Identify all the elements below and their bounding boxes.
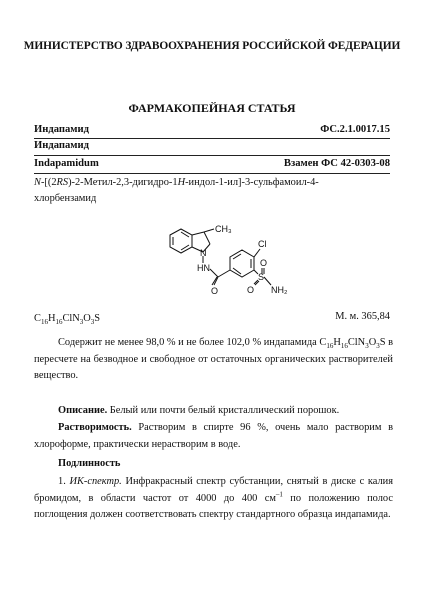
ir-paragraph: 1. ИК-спектр. Инфракрасный спектр субстанции, снятый в диске с калия бромидом, в области частот от 4000 до 400 $см^{-1}$ по положению полос поглощения должен соответствовать спектру стандартного образца индапамида. (34, 476, 393, 520)
content-paragraph: Содержит не менее 98,0 % и не более 102,0 % индапамида $C_{16}H_{16}ClN_3O_3S$ в пересчете на безводное и свободное от остаточных органических растворителей вещество. (34, 337, 393, 381)
header-divider (34, 155, 390, 156)
header-divider (34, 173, 390, 174)
ir-label: ИК-спектр. (69, 476, 122, 487)
description-label: Описание. (58, 405, 108, 416)
structural-formula (150, 214, 310, 304)
name-ru-1: Индапамид (34, 124, 89, 135)
label-s: S (258, 272, 265, 282)
name-ru-2: Индапамид (34, 140, 89, 151)
solubility-paragraph: Растворимость. Растворим в спирте 96 %, очень мало растворим в хлороформе, практически нерастворим в воде. (34, 422, 393, 450)
header-row-2 (34, 140, 390, 151)
label-nh2: NH₂ (271, 285, 288, 295)
identity-heading: Подлинность (58, 458, 121, 469)
molar-mass: М. м. 365,84 (335, 311, 390, 322)
fs-number: ФС.2.1.0017.15 (320, 124, 390, 135)
name-latin: Indapamidum (34, 158, 99, 169)
ministry-heading: МИНИСТЕРСТВО ЗДРАВООХРАНЕНИЯ РОССИЙСКОЙ ФЕДЕРАЦИИ (23, 40, 401, 52)
replaces-fs: Взамен ФС 42-0303-08 (283, 158, 390, 169)
header-divider (34, 138, 390, 139)
label-nh: HN (197, 263, 210, 273)
molecular-formula: $C_{16}H_{16}ClN_3O_3S$ (34, 313, 101, 327)
solubility-label: Растворимость. (58, 422, 132, 433)
header-row-1 (34, 124, 390, 135)
header-row-3 (34, 158, 390, 169)
label-o: O (211, 286, 219, 296)
label-o-top: O (260, 258, 268, 268)
chemical-name: N-[(2RS)-2-Метил-2,3-дигидро-1H-индол-1-ил]-3-сульфамоил-4- хлорбензамид (34, 177, 319, 204)
label-cl: Cl (258, 239, 267, 249)
label-methyl: CH₃ (215, 224, 232, 234)
label-o-left: O (247, 285, 255, 295)
article-title: ФАРМАКОПЕЙНАЯ СТАТЬЯ (128, 101, 296, 115)
description-paragraph: Описание. Белый или почти белый кристаллический порошок. (58, 405, 340, 416)
formula-inline: $C_{16}H_{16}ClN_3O_3S$ (319, 337, 386, 351)
label-n-ring: N (200, 248, 207, 258)
